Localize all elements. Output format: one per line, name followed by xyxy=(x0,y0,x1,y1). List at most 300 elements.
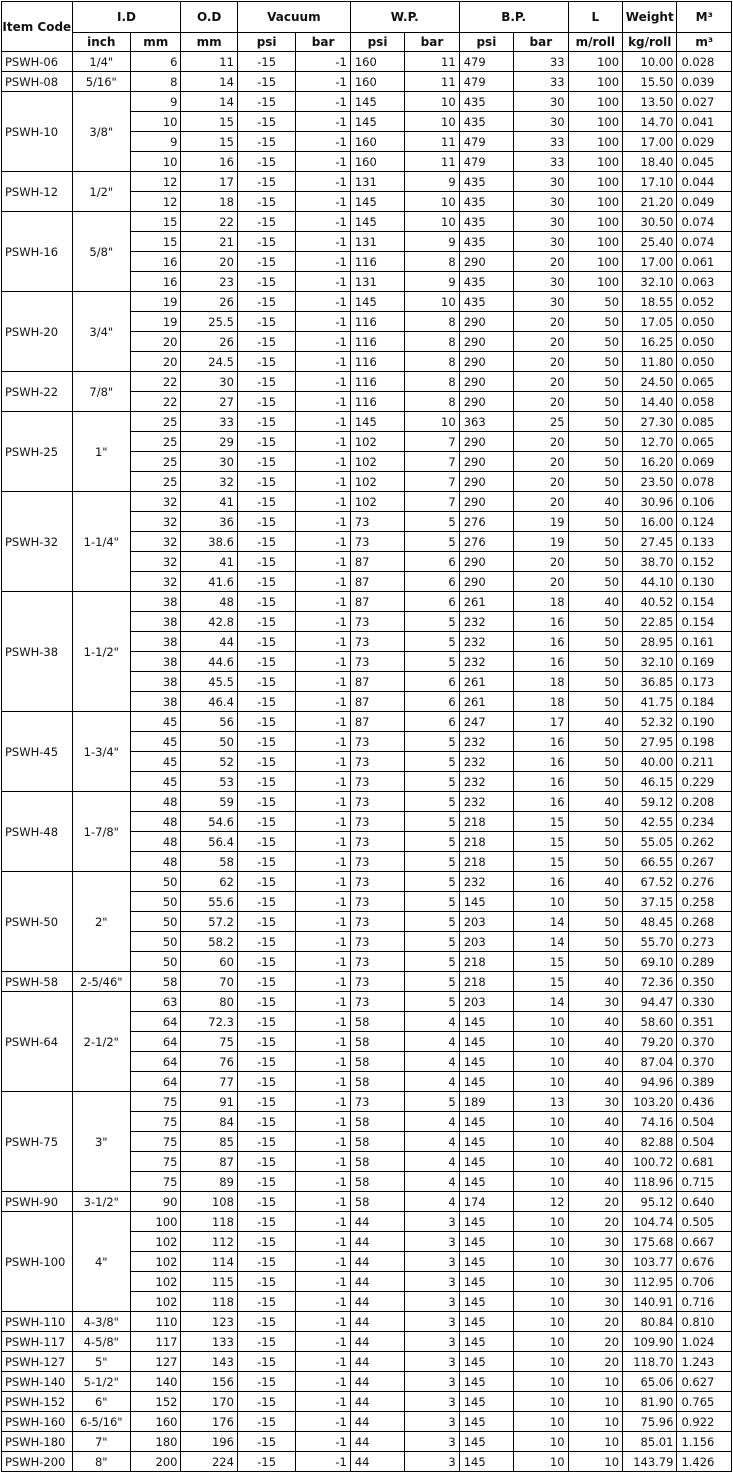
od-mm-cell: 123 xyxy=(181,1312,237,1332)
id-mm-cell: 16 xyxy=(131,252,181,272)
wp-psi-cell: 73 xyxy=(350,512,404,532)
vacuum-bar-cell: -1 xyxy=(296,672,350,692)
table-body xyxy=(2,52,732,1472)
volume-cell: 1.024 xyxy=(677,1332,732,1352)
od-mm-cell: 56 xyxy=(181,712,237,732)
id-mm-cell: 117 xyxy=(131,1332,181,1352)
wp-bar-cell: 3 xyxy=(405,1232,459,1252)
vacuum-psi-cell: -15 xyxy=(237,472,295,492)
length-cell: 50 xyxy=(568,852,622,872)
vacuum-psi-cell: -15 xyxy=(237,112,295,132)
inch-size-cell: 2" xyxy=(72,872,130,972)
bp-psi-cell: 247 xyxy=(459,712,513,732)
length-cell: 100 xyxy=(568,52,622,72)
vacuum-psi-cell: -15 xyxy=(237,812,295,832)
subheader-bp-bar: bar xyxy=(514,33,568,52)
weight-cell: 30.96 xyxy=(623,492,677,512)
bp-bar-cell: 10 xyxy=(514,1072,568,1092)
volume-cell: 0.370 xyxy=(677,1032,732,1052)
weight-cell: 28.95 xyxy=(623,632,677,652)
wp-psi-cell: 58 xyxy=(350,1192,404,1212)
volume-cell: 0.505 xyxy=(677,1212,732,1232)
bp-bar-cell: 18 xyxy=(514,592,568,612)
weight-cell: 27.30 xyxy=(623,412,677,432)
id-mm-cell: 64 xyxy=(131,1012,181,1032)
bp-psi-cell: 218 xyxy=(459,852,513,872)
length-cell: 50 xyxy=(568,392,622,412)
inch-size-cell: 3-1/2" xyxy=(72,1192,130,1212)
item-code-cell: PSWH-90 xyxy=(2,1192,73,1212)
volume-cell: 0.640 xyxy=(677,1192,732,1212)
length-cell: 50 xyxy=(568,752,622,772)
vacuum-psi-cell: -15 xyxy=(237,1112,295,1132)
length-cell: 50 xyxy=(568,692,622,712)
wp-bar-cell: 7 xyxy=(405,472,459,492)
vacuum-bar-cell: -1 xyxy=(296,352,350,372)
length-cell: 40 xyxy=(568,1032,622,1052)
length-cell: 40 xyxy=(568,592,622,612)
weight-cell: 94.47 xyxy=(623,992,677,1012)
inch-size-cell: 2-5/46" xyxy=(72,972,130,992)
subheader-weight-unit: kg/roll xyxy=(623,33,677,52)
vacuum-bar-cell: -1 xyxy=(296,552,350,572)
vacuum-psi-cell: -15 xyxy=(237,552,295,572)
bp-psi-cell: 145 xyxy=(459,1312,513,1332)
wp-psi-cell: 73 xyxy=(350,852,404,872)
bp-bar-cell: 33 xyxy=(514,72,568,92)
volume-cell: 0.211 xyxy=(677,752,732,772)
header-weight: Weight xyxy=(623,2,677,33)
bp-psi-cell: 261 xyxy=(459,692,513,712)
id-mm-cell: 32 xyxy=(131,512,181,532)
vacuum-bar-cell: -1 xyxy=(296,692,350,712)
bp-psi-cell: 218 xyxy=(459,812,513,832)
vacuum-bar-cell: -1 xyxy=(296,612,350,632)
id-mm-cell: 38 xyxy=(131,612,181,632)
item-code-cell: PSWH-38 xyxy=(2,592,73,712)
bp-bar-cell: 10 xyxy=(514,1052,568,1072)
weight-cell: 38.70 xyxy=(623,552,677,572)
length-cell: 50 xyxy=(568,572,622,592)
volume-cell: 0.262 xyxy=(677,832,732,852)
wp-bar-cell: 4 xyxy=(405,1072,459,1092)
wp-bar-cell: 6 xyxy=(405,592,459,612)
od-mm-cell: 114 xyxy=(181,1252,237,1272)
length-cell: 100 xyxy=(568,252,622,272)
volume-cell: 0.050 xyxy=(677,332,732,352)
weight-cell: 41.75 xyxy=(623,692,677,712)
volume-cell: 0.041 xyxy=(677,112,732,132)
table-row xyxy=(2,992,732,1012)
od-mm-cell: 22 xyxy=(181,212,237,232)
item-code-cell: PSWH-110 xyxy=(2,1312,73,1332)
length-cell: 50 xyxy=(568,832,622,852)
wp-bar-cell: 5 xyxy=(405,732,459,752)
bp-bar-cell: 12 xyxy=(514,1192,568,1212)
wp-bar-cell: 8 xyxy=(405,332,459,352)
wp-bar-cell: 3 xyxy=(405,1412,459,1432)
length-cell: 50 xyxy=(568,532,622,552)
length-cell: 50 xyxy=(568,812,622,832)
length-cell: 30 xyxy=(568,1092,622,1112)
length-cell: 40 xyxy=(568,872,622,892)
id-mm-cell: 45 xyxy=(131,752,181,772)
wp-psi-cell: 160 xyxy=(350,52,404,72)
wp-psi-cell: 87 xyxy=(350,672,404,692)
vacuum-psi-cell: -15 xyxy=(237,1092,295,1112)
item-code-cell: PSWH-50 xyxy=(2,872,73,972)
weight-cell: 22.85 xyxy=(623,612,677,632)
bp-bar-cell: 30 xyxy=(514,92,568,112)
length-cell: 50 xyxy=(568,612,622,632)
vacuum-bar-cell: -1 xyxy=(296,1232,350,1252)
length-cell: 50 xyxy=(568,952,622,972)
bp-bar-cell: 20 xyxy=(514,312,568,332)
bp-bar-cell: 33 xyxy=(514,132,568,152)
bp-bar-cell: 30 xyxy=(514,172,568,192)
wp-bar-cell: 6 xyxy=(405,692,459,712)
length-cell: 30 xyxy=(568,1292,622,1312)
id-mm-cell: 58 xyxy=(131,972,181,992)
vacuum-psi-cell: -15 xyxy=(237,992,295,1012)
wp-psi-cell: 73 xyxy=(350,872,404,892)
wp-psi-cell: 87 xyxy=(350,692,404,712)
bp-psi-cell: 261 xyxy=(459,592,513,612)
table-row xyxy=(2,1412,732,1432)
wp-psi-cell: 87 xyxy=(350,552,404,572)
bp-psi-cell: 218 xyxy=(459,972,513,992)
wp-psi-cell: 116 xyxy=(350,372,404,392)
vacuum-psi-cell: -15 xyxy=(237,1412,295,1432)
length-cell: 100 xyxy=(568,172,622,192)
bp-bar-cell: 25 xyxy=(514,412,568,432)
od-mm-cell: 41 xyxy=(181,552,237,572)
subheader-vac-bar: bar xyxy=(296,33,350,52)
wp-psi-cell: 116 xyxy=(350,352,404,372)
wp-psi-cell: 73 xyxy=(350,532,404,552)
id-mm-cell: 32 xyxy=(131,532,181,552)
item-code-cell: PSWH-12 xyxy=(2,172,73,212)
vacuum-bar-cell: -1 xyxy=(296,452,350,472)
table-row xyxy=(2,92,732,112)
volume-cell: 0.389 xyxy=(677,1072,732,1092)
weight-cell: 52.32 xyxy=(623,712,677,732)
volume-cell: 0.044 xyxy=(677,172,732,192)
vacuum-psi-cell: -15 xyxy=(237,832,295,852)
id-mm-cell: 102 xyxy=(131,1232,181,1252)
bp-bar-cell: 20 xyxy=(514,492,568,512)
wp-psi-cell: 160 xyxy=(350,72,404,92)
subheader-bp-psi: psi xyxy=(459,33,513,52)
item-code-cell: PSWH-45 xyxy=(2,712,73,792)
bp-bar-cell: 15 xyxy=(514,812,568,832)
weight-cell: 48.45 xyxy=(623,912,677,932)
table-row xyxy=(2,792,732,812)
vacuum-bar-cell: -1 xyxy=(296,1112,350,1132)
vacuum-psi-cell: -15 xyxy=(237,152,295,172)
od-mm-cell: 26 xyxy=(181,292,237,312)
volume-cell: 0.074 xyxy=(677,212,732,232)
vacuum-bar-cell: -1 xyxy=(296,492,350,512)
wp-bar-cell: 10 xyxy=(405,412,459,432)
vacuum-bar-cell: -1 xyxy=(296,972,350,992)
bp-bar-cell: 10 xyxy=(514,1332,568,1352)
wp-bar-cell: 11 xyxy=(405,132,459,152)
table-row xyxy=(2,872,732,892)
bp-bar-cell: 16 xyxy=(514,632,568,652)
vacuum-psi-cell: -15 xyxy=(237,272,295,292)
vacuum-bar-cell: -1 xyxy=(296,392,350,412)
bp-psi-cell: 276 xyxy=(459,512,513,532)
vacuum-bar-cell: -1 xyxy=(296,572,350,592)
bp-bar-cell: 30 xyxy=(514,192,568,212)
od-mm-cell: 15 xyxy=(181,132,237,152)
wp-psi-cell: 73 xyxy=(350,912,404,932)
wp-psi-cell: 58 xyxy=(350,1052,404,1072)
od-mm-cell: 32 xyxy=(181,472,237,492)
bp-psi-cell: 145 xyxy=(459,1352,513,1372)
bp-psi-cell: 145 xyxy=(459,1232,513,1252)
id-mm-cell: 140 xyxy=(131,1372,181,1392)
inch-size-cell: 7" xyxy=(72,1432,130,1452)
vacuum-bar-cell: -1 xyxy=(296,1352,350,1372)
weight-cell: 175.68 xyxy=(623,1232,677,1252)
weight-cell: 15.50 xyxy=(623,72,677,92)
volume-cell: 0.050 xyxy=(677,312,732,332)
id-mm-cell: 50 xyxy=(131,912,181,932)
bp-bar-cell: 10 xyxy=(514,1172,568,1192)
vacuum-psi-cell: -15 xyxy=(237,252,295,272)
vacuum-psi-cell: -15 xyxy=(237,1152,295,1172)
weight-cell: 16.00 xyxy=(623,512,677,532)
id-mm-cell: 48 xyxy=(131,812,181,832)
volume-cell: 0.069 xyxy=(677,452,732,472)
volume-cell: 0.133 xyxy=(677,532,732,552)
id-mm-cell: 38 xyxy=(131,632,181,652)
bp-psi-cell: 232 xyxy=(459,612,513,632)
volume-cell: 0.184 xyxy=(677,692,732,712)
wp-psi-cell: 116 xyxy=(350,332,404,352)
wp-psi-cell: 131 xyxy=(350,272,404,292)
volume-cell: 0.370 xyxy=(677,1052,732,1072)
volume-cell: 0.052 xyxy=(677,292,732,312)
table-row xyxy=(2,492,732,512)
bp-psi-cell: 290 xyxy=(459,312,513,332)
wp-bar-cell: 3 xyxy=(405,1292,459,1312)
wp-bar-cell: 9 xyxy=(405,172,459,192)
length-cell: 30 xyxy=(568,1272,622,1292)
wp-psi-cell: 73 xyxy=(350,992,404,1012)
id-mm-cell: 12 xyxy=(131,192,181,212)
bp-psi-cell: 261 xyxy=(459,672,513,692)
id-mm-cell: 48 xyxy=(131,832,181,852)
volume-cell: 0.716 xyxy=(677,1292,732,1312)
id-mm-cell: 50 xyxy=(131,952,181,972)
id-mm-cell: 6 xyxy=(131,52,181,72)
vacuum-psi-cell: -15 xyxy=(237,672,295,692)
item-code-cell: PSWH-100 xyxy=(2,1212,73,1312)
length-cell: 100 xyxy=(568,192,622,212)
volume-cell: 0.715 xyxy=(677,1172,732,1192)
wp-bar-cell: 5 xyxy=(405,952,459,972)
weight-cell: 10.00 xyxy=(623,52,677,72)
od-mm-cell: 133 xyxy=(181,1332,237,1352)
length-cell: 50 xyxy=(568,512,622,532)
weight-cell: 80.84 xyxy=(623,1312,677,1332)
bp-psi-cell: 363 xyxy=(459,412,513,432)
od-mm-cell: 87 xyxy=(181,1152,237,1172)
wp-bar-cell: 3 xyxy=(405,1432,459,1452)
length-cell: 40 xyxy=(568,1112,622,1132)
vacuum-bar-cell: -1 xyxy=(296,1092,350,1112)
vacuum-bar-cell: -1 xyxy=(296,1152,350,1172)
vacuum-bar-cell: -1 xyxy=(296,332,350,352)
wp-psi-cell: 131 xyxy=(350,232,404,252)
bp-psi-cell: 145 xyxy=(459,1172,513,1192)
volume-cell: 0.074 xyxy=(677,232,732,252)
id-mm-cell: 90 xyxy=(131,1192,181,1212)
id-mm-cell: 38 xyxy=(131,692,181,712)
length-cell: 100 xyxy=(568,152,622,172)
wp-psi-cell: 73 xyxy=(350,1092,404,1112)
weight-cell: 81.90 xyxy=(623,1392,677,1412)
wp-bar-cell: 5 xyxy=(405,792,459,812)
item-code-cell: PSWH-48 xyxy=(2,792,73,872)
vacuum-psi-cell: -15 xyxy=(237,1292,295,1312)
volume-cell: 0.504 xyxy=(677,1132,732,1152)
wp-psi-cell: 102 xyxy=(350,432,404,452)
wp-psi-cell: 73 xyxy=(350,772,404,792)
vacuum-bar-cell: -1 xyxy=(296,712,350,732)
volume-cell: 0.706 xyxy=(677,1272,732,1292)
weight-cell: 104.74 xyxy=(623,1212,677,1232)
length-cell: 40 xyxy=(568,972,622,992)
item-code-cell: PSWH-117 xyxy=(2,1332,73,1352)
od-mm-cell: 196 xyxy=(181,1432,237,1452)
bp-psi-cell: 290 xyxy=(459,332,513,352)
wp-psi-cell: 44 xyxy=(350,1452,404,1472)
wp-psi-cell: 131 xyxy=(350,172,404,192)
vacuum-psi-cell: -15 xyxy=(237,1072,295,1092)
volume-cell: 0.154 xyxy=(677,612,732,632)
weight-cell: 14.70 xyxy=(623,112,677,132)
vacuum-bar-cell: -1 xyxy=(296,752,350,772)
id-mm-cell: 180 xyxy=(131,1432,181,1452)
inch-size-cell: 4-5/8" xyxy=(72,1332,130,1352)
item-code-cell: PSWH-152 xyxy=(2,1392,73,1412)
wp-psi-cell: 116 xyxy=(350,252,404,272)
od-mm-cell: 15 xyxy=(181,112,237,132)
inch-size-cell: 3" xyxy=(72,1092,130,1192)
length-cell: 50 xyxy=(568,652,622,672)
inch-size-cell: 4" xyxy=(72,1212,130,1312)
vacuum-psi-cell: -15 xyxy=(237,752,295,772)
length-cell: 50 xyxy=(568,892,622,912)
item-code-cell: PSWH-06 xyxy=(2,52,73,72)
weight-cell: 21.20 xyxy=(623,192,677,212)
weight-cell: 72.36 xyxy=(623,972,677,992)
vacuum-bar-cell: -1 xyxy=(296,912,350,932)
vacuum-bar-cell: -1 xyxy=(296,512,350,532)
volume-cell: 0.169 xyxy=(677,652,732,672)
length-cell: 20 xyxy=(568,1332,622,1352)
inch-size-cell: 1" xyxy=(72,412,130,492)
wp-psi-cell: 44 xyxy=(350,1212,404,1232)
vacuum-bar-cell: -1 xyxy=(296,1012,350,1032)
vacuum-psi-cell: -15 xyxy=(237,52,295,72)
id-mm-cell: 38 xyxy=(131,652,181,672)
wp-bar-cell: 5 xyxy=(405,972,459,992)
bp-psi-cell: 218 xyxy=(459,952,513,972)
vacuum-bar-cell: -1 xyxy=(296,92,350,112)
bp-bar-cell: 10 xyxy=(514,1432,568,1452)
bp-bar-cell: 14 xyxy=(514,912,568,932)
weight-cell: 12.70 xyxy=(623,432,677,452)
vacuum-psi-cell: -15 xyxy=(237,732,295,752)
id-mm-cell: 20 xyxy=(131,332,181,352)
wp-bar-cell: 8 xyxy=(405,392,459,412)
wp-psi-cell: 73 xyxy=(350,752,404,772)
weight-cell: 55.05 xyxy=(623,832,677,852)
wp-bar-cell: 8 xyxy=(405,252,459,272)
wp-bar-cell: 4 xyxy=(405,1012,459,1032)
bp-bar-cell: 10 xyxy=(514,1312,568,1332)
weight-cell: 32.10 xyxy=(623,652,677,672)
id-mm-cell: 75 xyxy=(131,1152,181,1172)
wp-bar-cell: 3 xyxy=(405,1252,459,1272)
id-mm-cell: 45 xyxy=(131,732,181,752)
weight-cell: 30.50 xyxy=(623,212,677,232)
bp-bar-cell: 16 xyxy=(514,752,568,772)
vacuum-bar-cell: -1 xyxy=(296,892,350,912)
inch-size-cell: 3/8" xyxy=(72,92,130,172)
table-row xyxy=(2,412,732,432)
wp-psi-cell: 44 xyxy=(350,1332,404,1352)
wp-psi-cell: 58 xyxy=(350,1112,404,1132)
wp-psi-cell: 145 xyxy=(350,192,404,212)
bp-bar-cell: 30 xyxy=(514,292,568,312)
bp-bar-cell: 15 xyxy=(514,852,568,872)
vacuum-psi-cell: -15 xyxy=(237,952,295,972)
od-mm-cell: 44.6 xyxy=(181,652,237,672)
wp-psi-cell: 87 xyxy=(350,572,404,592)
volume-cell: 0.124 xyxy=(677,512,732,532)
vacuum-psi-cell: -15 xyxy=(237,772,295,792)
subheader-wp-psi: psi xyxy=(350,33,404,52)
id-mm-cell: 64 xyxy=(131,1072,181,1092)
length-cell: 40 xyxy=(568,1012,622,1032)
length-cell: 100 xyxy=(568,72,622,92)
table-row xyxy=(2,1352,732,1372)
vacuum-psi-cell: -15 xyxy=(237,1132,295,1152)
subheader-od-mm: mm xyxy=(181,33,237,52)
bp-bar-cell: 20 xyxy=(514,552,568,572)
volume-cell: 0.027 xyxy=(677,92,732,112)
length-cell: 50 xyxy=(568,472,622,492)
item-code-cell: PSWH-160 xyxy=(2,1412,73,1432)
bp-psi-cell: 145 xyxy=(459,1292,513,1312)
volume-cell: 1.426 xyxy=(677,1452,732,1472)
id-mm-cell: 75 xyxy=(131,1092,181,1112)
bp-psi-cell: 145 xyxy=(459,1032,513,1052)
wp-bar-cell: 5 xyxy=(405,532,459,552)
volume-cell: 0.173 xyxy=(677,672,732,692)
od-mm-cell: 224 xyxy=(181,1452,237,1472)
od-mm-cell: 38.6 xyxy=(181,532,237,552)
item-code-cell: PSWH-140 xyxy=(2,1372,73,1392)
vacuum-psi-cell: -15 xyxy=(237,312,295,332)
volume-cell: 0.810 xyxy=(677,1312,732,1332)
